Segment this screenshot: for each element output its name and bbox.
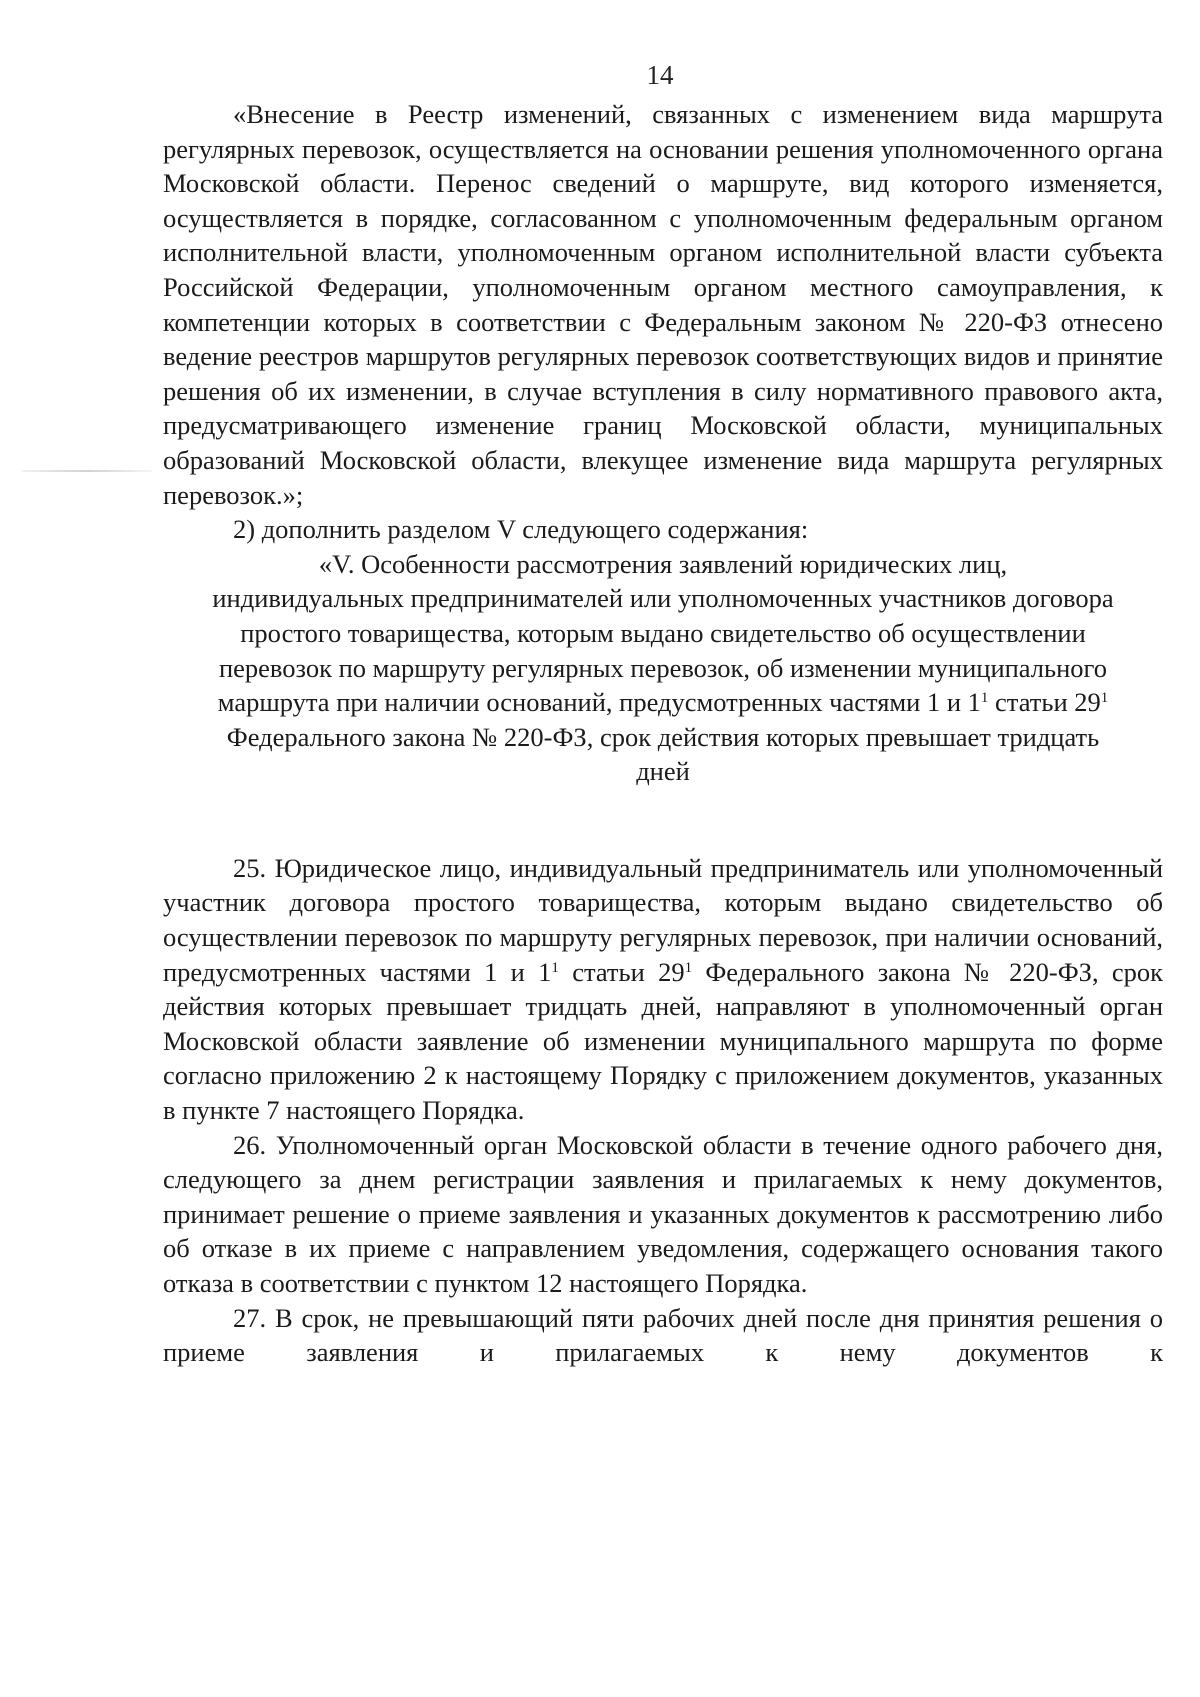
heading-line — [163, 685, 1163, 720]
superscript: 1 — [980, 690, 989, 707]
heading-text: маршрута при наличии оснований, предусмотренных частями 1 и 1 — [217, 687, 981, 718]
document-body — [163, 97, 1163, 1370]
scan-smudge — [22, 470, 152, 472]
paragraph-25-text: статьи 29 — [558, 956, 685, 987]
heading-line: «V. Особенности рассмотрения заявлений юридических лиц, — [318, 548, 1008, 579]
heading-line: Федерального закона № 220-ФЗ, срок действия которых превышает тридцать — [226, 721, 1100, 752]
heading-line: дней — [636, 756, 690, 787]
paragraph-27: 27. В срок, не превышающий пяти рабочих дней после дня принятия решения о приеме заявления и прилагаемых к нему документов к — [163, 1302, 1163, 1368]
paragraph-add-section: 2) дополнить разделом V следующего содержания: — [233, 514, 809, 545]
paragraph-registry-changes: «Внесение в Реестр изменений, связанных с изменением вида маршрута регулярных перевозок, осуществляется на основании решения уполномоченного органа Московской области. Перенос сведений о маршруте, вид которого изменяется, осуществляется в порядке, согласованном с уполномоченным федеральным органом исполнительной власти, уполномоченным органом исполнительной власти субъекта Российской Федерации, уполномоченным органом местного самоуправления, к компетенции которых в соответствии с Федеральным законом № 220-ФЗ отнесено ведение реестров маршрутов регулярных перевозок соответствующих видов и принятие решения об их изменении, в случае вступления в силу нормативного правового акта, предусматривающего изменение границ Московской области, муниципальных образований Московской области, влекущее изменение вида маршрута регулярных перевозок.»; — [163, 99, 1163, 510]
heading-line: перевозок по маршруту регулярных перевозок, об изменении муниципального — [218, 652, 1108, 683]
heading-text: статьи 29 — [988, 687, 1101, 718]
paragraph-25-text: Федерального закона № 220-ФЗ, срок действия которых превышает тридцать дней, направляют в уполномоченный орган Московской области заявление об изменении муниципального маршрута по форме согласно приложению 2 к настоящему Порядку с приложением документов, указанных в пункте 7 настоящего Порядка. — [163, 956, 1164, 1126]
section-heading — [163, 547, 1163, 789]
superscript: 1 — [1100, 690, 1109, 707]
heading-line: индивидуальных предпринимателей или уполномоченных участников договора — [212, 583, 1114, 614]
superscript: 1 — [684, 959, 693, 976]
paragraph-25-text: 25. Юридическое лицо, индивидуальный предприниматель или уполномоченный участник договора простого товарищества, которым выдано свидетельство об осуществлении перевозок по маршруту регулярных перевозок, при наличии оснований, предусмотренных частями 1 и 1 — [163, 852, 1163, 987]
page-number: 14 — [646, 60, 674, 90]
paragraph-26: 26. Уполномоченный орган Московской области в течение одного рабочего дня, следующего за днем регистрации заявления и прилагаемых к нему документов, принимает решение о приеме заявления и указанных документов к рассмотрению либо об отказе в их приеме с направлением уведомления, содержащего основания такого отказа в соответствии с пунктом 12 настоящего Порядка. — [163, 1129, 1163, 1298]
superscript: 1 — [551, 959, 559, 976]
paragraph-25 — [163, 851, 1163, 1128]
heading-line: простого товарищества, которым выдано свидетельство об осуществлении — [240, 617, 1086, 648]
